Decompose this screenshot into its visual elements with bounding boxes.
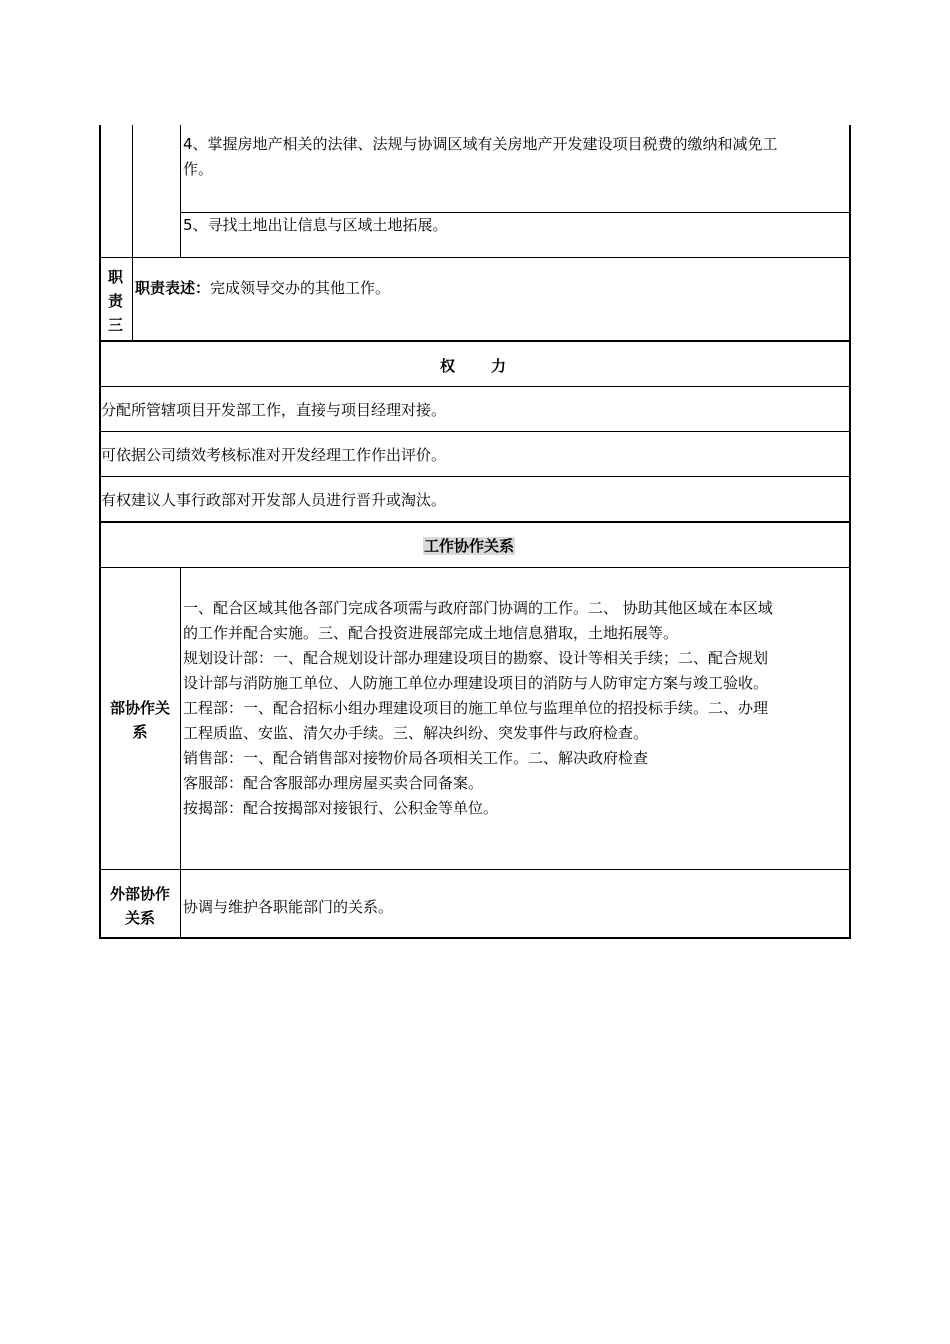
internal-line-6: 工程质监、安监、清欠办手续。三、解决纠纷、突发事件与政府检查。 (183, 724, 649, 742)
authority-title-a: 权 (440, 357, 456, 375)
duty-two-item-5: 5、寻找土地出让信息与区域土地拓展。 (183, 216, 448, 234)
duty-two-item-4-line2: 作。 (183, 160, 214, 178)
row-divider (99, 869, 850, 870)
authority-title (440, 354, 506, 379)
authority-item-3: 有权建议人事行政部对开发部人员进行晋升或淘汰。 (101, 491, 447, 509)
duty-three-label-char-3: 三 (108, 316, 124, 334)
external-cooperation-label-2: 关系 (124, 909, 155, 927)
col-divider-2 (180, 125, 181, 257)
external-cooperation-text: 协调与维护各职能部门的关系。 (183, 898, 394, 916)
authority-title-b: 力 (491, 357, 507, 375)
internal-cooperation-label-1: 部协作关 (109, 699, 170, 717)
internal-line-1: 一、配合区域其他各部门完成各项需与政府部门协调的工作。二、 协助其他区域在本区域 (183, 599, 773, 617)
col-divider-coop (180, 567, 181, 938)
authority-item-1: 分配所管辖项目开发部工作，直接与项目经理对接。 (101, 401, 447, 419)
col-divider-1 (132, 125, 133, 341)
internal-line-5: 工程部：一、配合招标小组办理建设项目的施工单位与监理单位的招投标手续。二、办理 (183, 699, 769, 717)
table-right-border (849, 125, 851, 939)
section-divider (99, 340, 851, 342)
internal-line-7: 销售部：一、配合销售部对接物价局各项相关工作。二、解决政府检查 (183, 749, 649, 767)
internal-cooperation-label-2: 系 (132, 723, 148, 741)
duty-three-label-char-2: 责 (108, 292, 124, 310)
duty-three-label-char-1: 职 (108, 268, 124, 286)
row-divider (99, 476, 850, 477)
cooperation-title-text: 工作协作关系 (424, 537, 515, 555)
duty-three-description (135, 276, 390, 301)
row-divider (99, 257, 850, 258)
internal-line-9: 按揭部：配合按揭部对接银行、公积金等单位。 (183, 799, 499, 817)
internal-line-2: 的工作并配合实施。三、配合投资进展部完成土地信息猎取，土地拓展等。 (183, 624, 679, 642)
section-divider (99, 521, 851, 523)
internal-line-4: 设计部与消防施工单位、人防施工单位办理建设项目的消防与人防审定方案与竣工验收。 (183, 674, 769, 692)
table-left-border (99, 125, 101, 939)
row-divider (99, 567, 850, 568)
duty-three-desc-text: 完成领导交办的其他工作。 (210, 279, 391, 297)
internal-line-3: 规划设计部：一、配合规划设计部办理建设项目的勘察、设计等相关手续；二、配合规划 (183, 649, 769, 667)
row-divider (99, 431, 850, 432)
duty-two-item-4-line1: 4、掌握房地产相关的法律、法规与协调区域有关房地产开发建设项目税费的缴纳和减免工 (183, 135, 778, 153)
internal-line-8: 客服部：配合客服部办理房屋买卖合同备案。 (183, 774, 484, 792)
external-cooperation-label-1: 外部协作 (109, 885, 170, 903)
cooperation-title (423, 534, 515, 559)
table-bottom-border (99, 937, 851, 939)
duty-three-desc-label: 职责表述： (135, 279, 211, 297)
authority-item-2: 可依据公司绩效考核标准对开发经理工作作出评价。 (101, 446, 447, 464)
row-divider (99, 386, 850, 387)
